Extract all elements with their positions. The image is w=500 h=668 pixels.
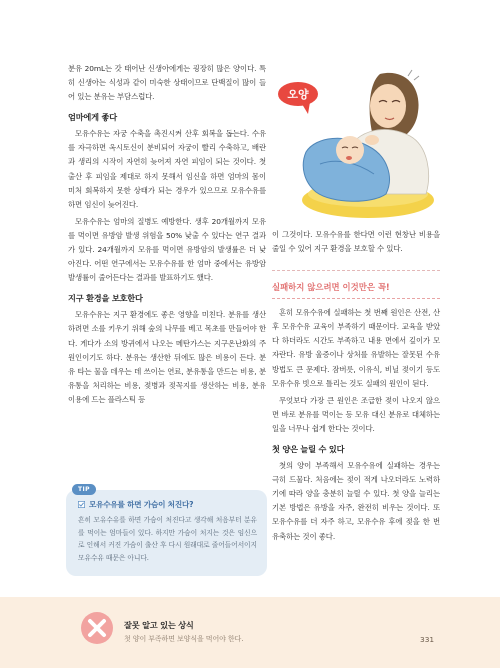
x-mark-icon bbox=[80, 611, 114, 645]
paragraph-mom-2: 모유수유는 엄마의 질병도 예방한다. 생후 20개월까지 모유를 먹이면 유방암 발생 위험을 50% 낮출 수 있다는 연구 결과가 있다. 24개월까지 모유를 먹이면 유방암의 발생률은 더 낮아진다. 어떤 연구에서는 모유수유를 한 엄마 중에서는 유방암 발생률이 줄어든다는 결과를 발표하기도 했다. bbox=[68, 216, 266, 283]
failure-paragraph-1: 흔히 모유수유에 실패하는 첫 번째 원인은 산전, 산후 모유수유 교육이 부족하기 때문이다. 교육을 받았다 하더라도 시간도 부족하고 내용 면에서 깊이가 모자란다. 유방 울증이나 상처를 유발하는 잘못된 수유 방법도 큰 문제다. 잠버릇, 이유식, 비닐 젖이기 등도 모유수유 빗으로 틀리는 것도 실패의 원인이 된다. bbox=[272, 308, 440, 388]
section-heading-mom: 엄마에게 좋다 bbox=[68, 112, 117, 123]
tip-badge: TIP bbox=[72, 484, 96, 495]
footer-text: 첫 양이 부족하면 보양식을 먹어야 한다. bbox=[124, 635, 244, 643]
section-divider bbox=[272, 270, 440, 271]
boxed-heading: 실패하지 않으려면 이것만은 꼭! bbox=[272, 281, 440, 299]
tip-box bbox=[66, 486, 267, 576]
paragraph-mom-1: 모유수유는 자궁 수축을 촉진시켜 산후 회복을 돕는다. 수유를 자극하면 옥시토신이 분비되어 자궁이 빨리 수축하고, 배란과 생리의 시작이 자연히 늦어져 자연 피임이 되는 것이다. 첫 출산 후 피임을 제대로 하지 못해서 임신을 하면 엄마의 몸이 미처 회복하지 못한 상태가 되는 경우가 있으므로 모유수유를 하면 임신이 늦어진다. bbox=[68, 129, 266, 209]
failure-paragraph-2: 무엇보다 가장 큰 원인은 조급한 젖이 나오지 않으면 바로 분유를 먹이는 등 모유 대신 분유로 대체하는 일을 너무나 쉽게 한다는 것이다. bbox=[272, 395, 440, 433]
sticker-text: 오양 bbox=[287, 88, 309, 101]
left-column bbox=[68, 62, 266, 410]
tip-title-row bbox=[78, 499, 257, 510]
milk-amount-paragraph: 첫의 양이 부족해서 모유수유에 실패하는 경우는 극히 드물다. 처음에는 젖이 적게 나오더라도 노력하기에 따라 양을 충분히 늘릴 수 있다. 첫 양을 늘리는 기본 방법은 유방을 자주, 완전히 비우는 것이다. 또 모유수유를 더 자주 하고, 모유수유 후에 젖을 한 번 유축하는 것이 좋다. bbox=[272, 461, 440, 541]
paragraph-environment: 모유수유는 지구 환경에도 좋은 영향을 미친다. 분유를 생산하려면 소를 키우기 위해 숲의 나무를 베고 목초를 만들어야 한다. 게다가 소의 방귀에서 나오는 메탄가스는 지구온난화의 주 원인이기도 하다. 분유는 생산한 뒤에도 많은 비용이 든다. 분유 타는 물을 데우는 데 쓰이는 연료, 분유통을 만드는 비용, 분유통을 처리하는 비용, 젖병과 젖꼭지를 생산하는 비용, 분유 이용에 드는 플라스틱 등 bbox=[68, 310, 266, 404]
section-heading-milk-amount: 첫 양은 늘릴 수 있다 bbox=[272, 444, 345, 455]
intro-paragraph: 분유 20mL는 갓 태어난 신생아에게는 굉장히 많은 양이다. 특히 신생아는 식성과 같이 미숙한 상태이므로 단백질이 많이 들어 있는 분유는 부담스럽다. bbox=[68, 64, 266, 102]
mother-nursing-baby-illustration bbox=[276, 54, 440, 226]
right-column bbox=[272, 228, 440, 547]
footer-bar bbox=[0, 597, 500, 668]
check-box-icon bbox=[78, 501, 85, 508]
tip-body: 흔히 모유수유를 하면 가슴이 처진다고 생각해 처음부터 분유를 먹이는 엄마들이 있다. 하지만 가슴이 처지는 것은 임신으로 인해서 커진 가슴이 출산 후 다시 원래대로 줄어들어서이지 모유수유 때문은 아니다. bbox=[78, 516, 257, 562]
illustration-svg bbox=[276, 54, 440, 226]
section-heading-environment: 지구 환경을 보호한다 bbox=[68, 293, 143, 304]
page-number: 331 bbox=[420, 635, 435, 644]
tip-title: 모유수유를 하면 가슴이 처진다? bbox=[89, 500, 194, 509]
footer-title: 잘못 알고 있는 상식 bbox=[124, 620, 194, 630]
continued-paragraph: 이 그것이다. 모유수유를 한다면 이런 현창난 비용을 줄일 수 있어 지구 환경을 보호할 수 있다. bbox=[272, 230, 440, 254]
